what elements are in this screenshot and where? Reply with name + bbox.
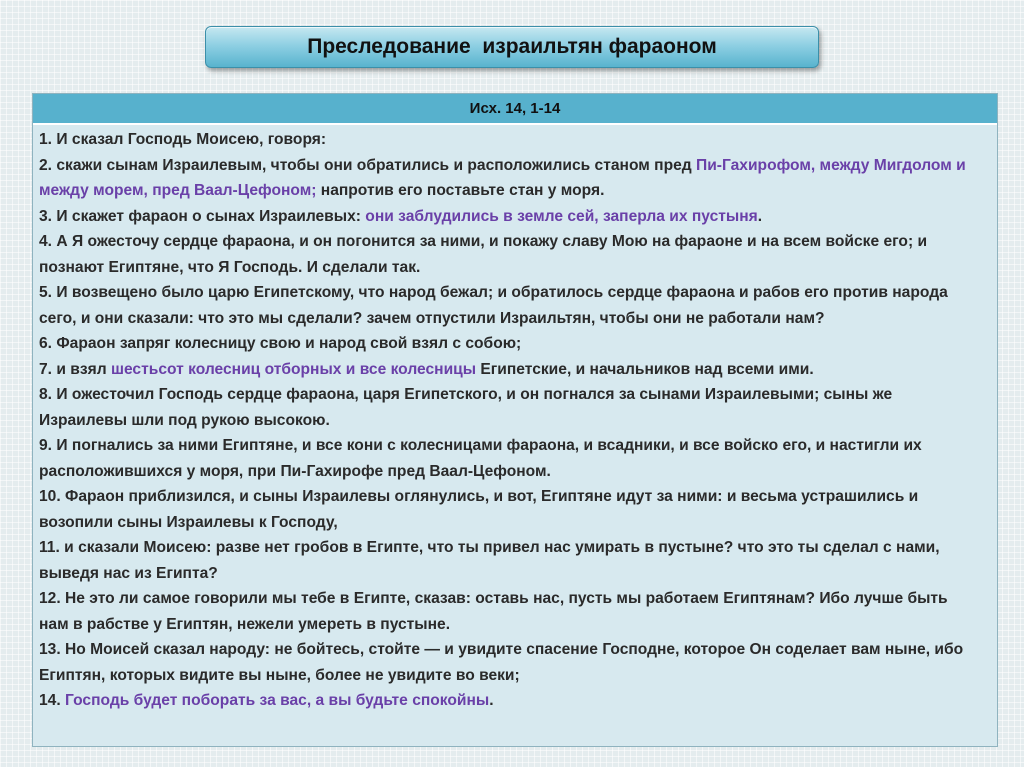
verse-text: напротив его поставьте стан у моря.	[316, 182, 605, 199]
verse-1	[39, 127, 973, 153]
verse-8	[39, 382, 973, 433]
verse-12	[39, 586, 973, 637]
verse-text: скажи сынам Израилевым, чтобы они обратились и расположились станом пред	[56, 156, 696, 174]
verse-13	[39, 637, 973, 688]
verse-6	[39, 331, 973, 357]
verse-text: Египетские, и начальников над всеми ими.	[476, 360, 814, 378]
verse-text: И сказал Господь Моисею, говоря:	[56, 131, 327, 148]
verse-number: 12.	[39, 590, 61, 607]
slide-title-box	[205, 26, 819, 68]
verse-7	[39, 357, 973, 383]
verse-number: 13.	[39, 641, 61, 658]
verse-text: Фараон приблизился, и сыны Израилевы оглянулись, и вот, Египтяне идут за ними: и весьма устрашились и возопили сыны Израилевы к Господу,	[39, 488, 919, 531]
verse-number: 1.	[39, 131, 53, 148]
verse-number: 14.	[39, 692, 61, 709]
verse-number: 4.	[39, 233, 53, 250]
highlighted-text: они заблудились в земле сей, заперла их пустыня	[365, 207, 758, 225]
verse-11	[39, 535, 973, 586]
verse-number: 6.	[39, 335, 53, 352]
verse-text: И погнались за ними Египтяне, и все кони с колесницами фараона, и всадники, и все войско его, и настигли их расположившихся у моря, при Пи-Гахирофе пред Ваал-Цефоном.	[39, 437, 922, 480]
verse-number: 9.	[39, 437, 53, 454]
verse-9	[39, 433, 973, 484]
highlighted-text: Господь будет поборать за вас, а вы будьте спокойны	[65, 692, 490, 709]
verse-text: .	[757, 207, 763, 225]
verse-10	[39, 484, 973, 535]
table-header	[33, 94, 997, 125]
verse-number: 10.	[39, 488, 61, 505]
verse-4	[39, 229, 973, 280]
verse-text: И скажет фараон о сынах Израилевых:	[56, 207, 366, 225]
verse-text: и сказали Моисею: разве нет гробов в Египте, что ты привел нас умирать в пустыне? что это ты сделал с нами, выведя нас из Египта?	[39, 539, 940, 582]
verse-number: 7.	[39, 360, 53, 378]
verse-text: .	[489, 692, 494, 709]
highlighted-text: шестьсот колесниц отборных и все колесницы	[110, 360, 477, 378]
verse-number: 5.	[39, 284, 53, 301]
verse-text: Но Моисей сказал народу: не бойтесь, стойте — и увидите спасение Господне, которое Он соделает вам ныне, ибо Египтян, которых видите вы ныне, более не увидите во веки;	[39, 641, 964, 684]
verse-3	[39, 204, 973, 230]
verse-text: А Я ожесточу сердце фараона, и он погонится за ними, и покажу славу Мою на фараоне и на всем войске его; и познают Египтяне, что Я Господь. И сделали так.	[39, 233, 928, 276]
verse-text: Не это ли самое говорили мы тебе в Египте, сказав: оставь нас, пусть мы работаем Египтянам? Ибо лучше быть нам в рабстве у Египтян, нежели умереть в пустыне.	[39, 590, 948, 633]
verse-text: И ожесточил Господь сердце фараона, царя Египетского, и он погнался за сынами Израилевыми; сыны же Израилевы шли под рукою высокою.	[39, 386, 893, 429]
verse-number: 8.	[39, 386, 53, 403]
scripture-table	[32, 93, 998, 747]
highlighted-text: Пи-Гахирофом, между Мигдолом и между морем, пред Ваал-Цефоном;	[39, 156, 966, 199]
verse-text: Фараон запряг колесницу свою и народ свой взял с собою;	[56, 335, 522, 352]
verse-14	[39, 688, 973, 714]
verses-list	[33, 125, 997, 714]
slide-title: Преследование израильтян фараоном	[307, 35, 717, 58]
verse-text: и взял	[56, 360, 111, 378]
verse-text: И возвещено было царю Египетскому, что народ бежал; и обратилось сердце фараона и рабов его против народа сего, и они сказали: что это мы сделали? зачем отпустили Израильтян, чтобы они не работали нам?	[39, 284, 948, 327]
verse-number: 3.	[39, 207, 53, 225]
verse-number: 2.	[39, 156, 53, 174]
scripture-reference: Исх. 14, 1-14	[469, 100, 561, 117]
verse-5	[39, 280, 973, 331]
verse-number: 11.	[39, 539, 60, 556]
verse-2	[39, 153, 973, 204]
